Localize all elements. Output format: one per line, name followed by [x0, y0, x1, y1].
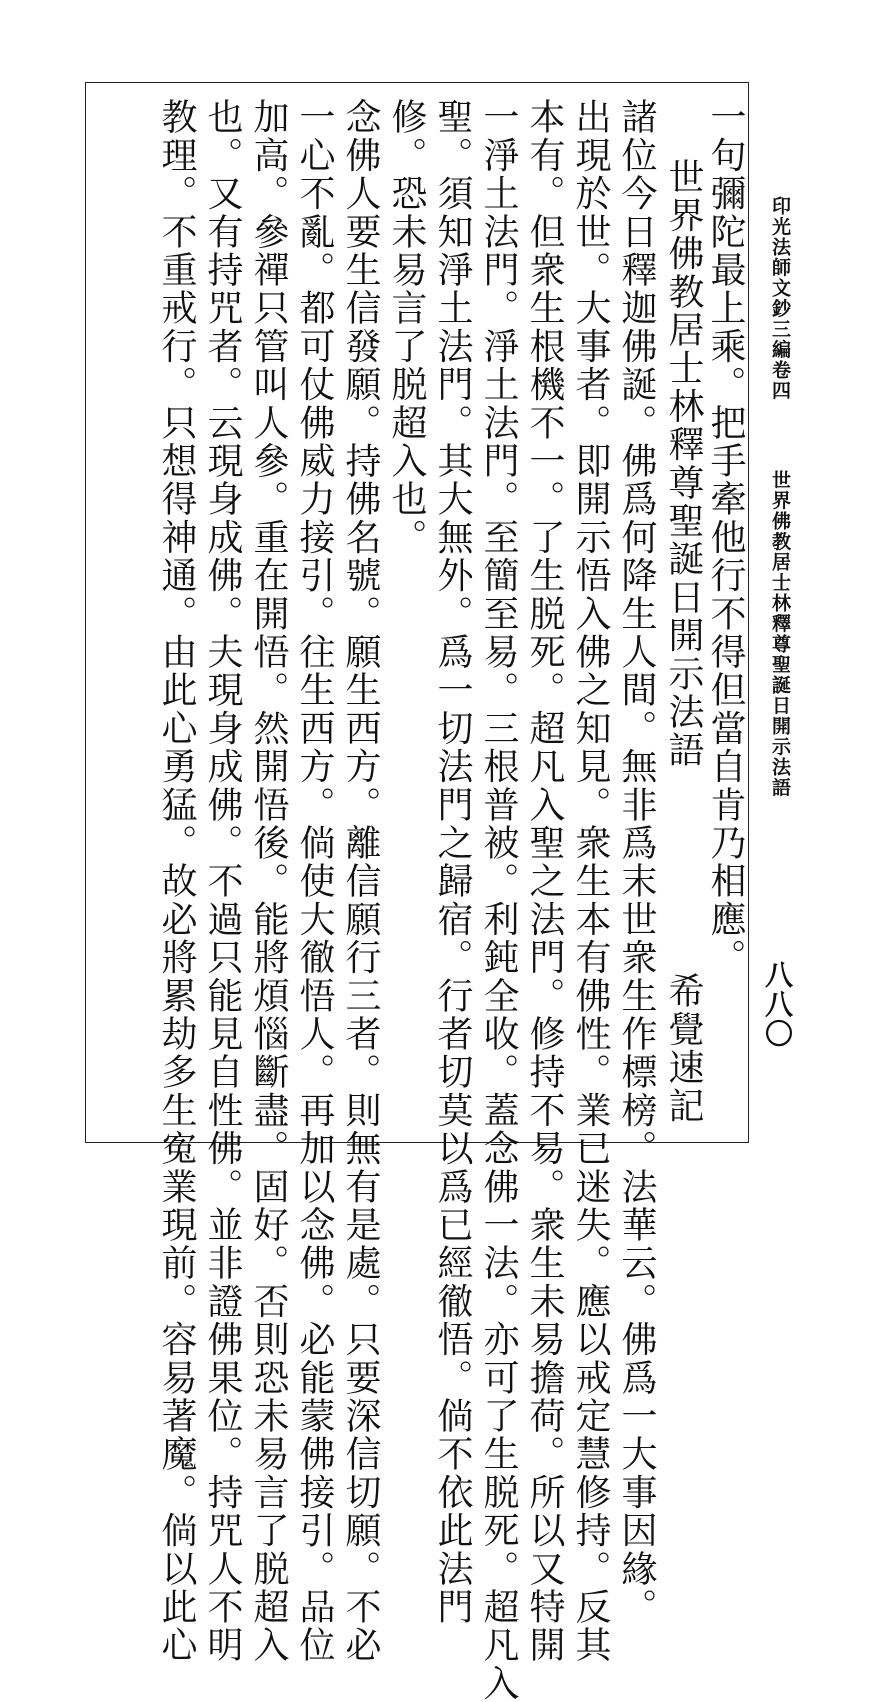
text-line: 修。恐未易言了脱超入也。: [386, 98, 427, 557]
text-line: 聖。須知淨土法門。其大無外。爲一切法門之歸宿。行者切莫以爲已經徹悟。倘不依此法門: [432, 98, 473, 1626]
running-header-section-title: 世界佛教居士林釋尊聖誕日開示法語: [769, 470, 791, 798]
text-line: 本有。但衆生根機不一。了生脱死。超凡入聖之法門。修持不易。衆生未易擔荷。所以又特開: [524, 98, 565, 1665]
text-line: 一心不亂。都可仗佛威力接引。往生西方。倘使大徹悟人。再加以念佛。必能蒙佛接引。品位: [294, 98, 335, 1665]
text-line: 諸位今日釋迦佛誕。佛爲何降生人間。無非爲末世衆生作標榜。法華云。佛爲一大事因緣。: [616, 98, 657, 1626]
running-header-book-title: 印光法師文鈔三編卷四: [769, 196, 791, 401]
verse-line: 一句彌陀最上乘。把手牽他行不得但當自肯乃相應。: [705, 98, 746, 977]
text-line: 出現於世。大事者。即開示悟入佛之知見。衆生本有佛性。業已迷失。應以戒定慧修持。反其: [570, 98, 611, 1665]
text-line: 教理。不重戒行。只想得神通。由此心勇猛。故必將累劫多生寃業現前。容易著魔。倘以此心: [156, 98, 197, 1665]
section-title: 世界佛教居士林釋尊聖誕日開示法語: [663, 158, 704, 770]
text-line: 加高。參禪只管叫人參。重在開悟。然開悟後。能將煩惱斷盡。固好。否則恐未易言了脱超入: [248, 98, 289, 1665]
text-line: 一淨土法門。淨土法門。至簡至易。三根普被。利鈍全收。蓋念佛一法。亦可了生脱死。超凡入: [478, 98, 519, 1702]
text-line: 念佛人要生信發願。持佛名號。願生西方。離信願行三者。則無有是處。只要深信切願。不必: [340, 98, 381, 1665]
text-line: 也。又有持咒者。云現身成佛。夫現身成佛。不過只能見自性佛。並非證佛果位。持咒人不明: [202, 98, 243, 1665]
page-number: 八八〇: [761, 960, 794, 1049]
recorder-credit: 希覺速記: [663, 972, 704, 1125]
